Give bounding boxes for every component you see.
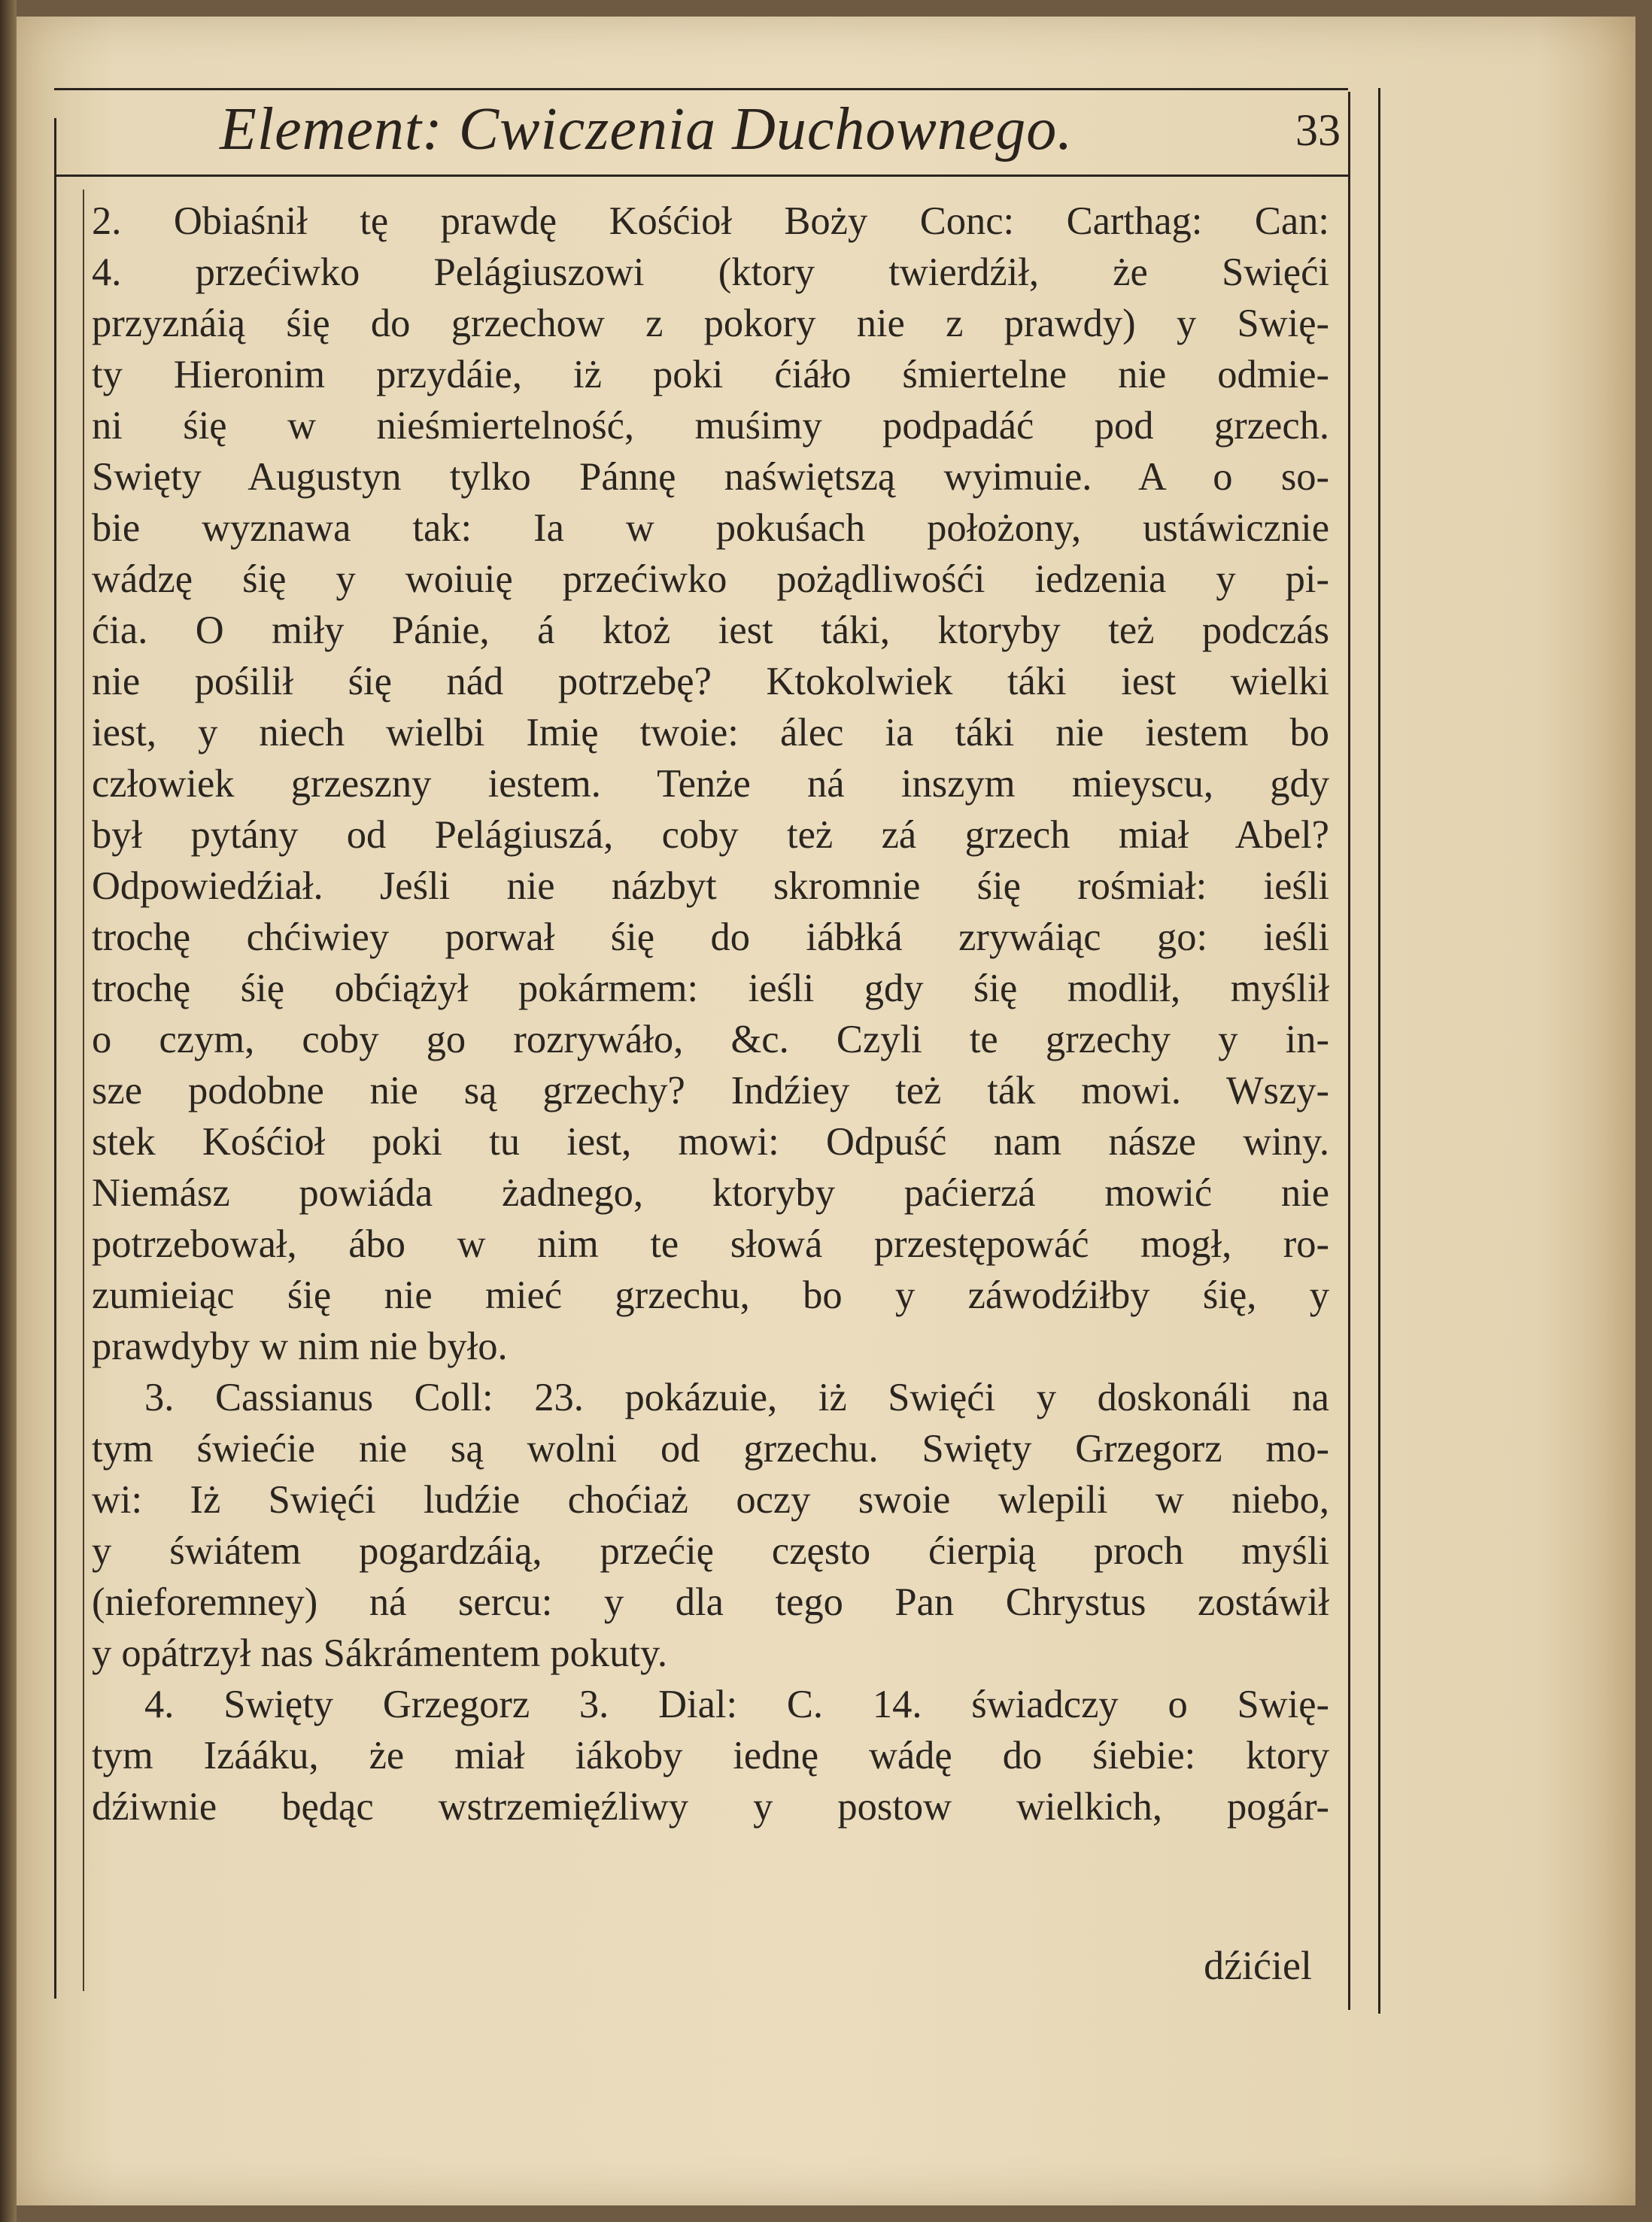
text-line: Odpowiedźiał. Jeśli nie názbyt skromnie śię rośmiał: ieśli [92,864,1329,908]
text-line: tym świećie nie są wolni od grzechu. Swięty Grzegorz mo- [92,1427,1329,1471]
frame-right-rule [1348,92,1350,2010]
body-text [92,196,1329,1832]
text-line: trochę śię obćiążył pokármem: ieśli gdy śię modlił, myślił [92,967,1329,1010]
text-line: ni śię w nieśmiertelność, muśimy podpadáć pod grzech. [92,404,1329,448]
text-line: trochę chćiwiey porwał śię do iábłká zrywáiąc go: ieśli [92,915,1329,959]
catchword: dźićiel [1204,1943,1312,1988]
text-line: bie wyznawa tak: Ia w pokuśach położony, ustáwicznie [92,506,1329,550]
text-line: wádzę śię y woiuię przećiwko pożądliwośći iedzenia y pi- [92,557,1329,601]
book-gutter [0,0,17,2222]
text-line: tym Izááku, że miał iákoby iednę wádę do śiebie: ktory [92,1734,1329,1777]
text-line: o czym, coby go rozrywáło, &c. Czyli te grzechy y in- [92,1018,1329,1061]
text-line: był pytány od Pelágiuszá, coby też zá grzech miał Abel? [92,813,1329,857]
text-line: iest, y niech wielbi Imię twoie: álec ia táki nie iestem bo [92,711,1329,754]
book-page [17,17,1635,2205]
text-line: 2. Obiaśnił tę prawdę Kośćioł Boży Conc: Carthag: Can: [92,199,1329,243]
text-line: 4. przećiwko Pelágiuszowi (ktory twierdźił, że Swięći [92,250,1329,294]
text-line: (nieforemney) ná sercu: y dla tego Pan Chrystus zostáwił [92,1580,1329,1624]
frame-left-rule-inner [83,190,84,1991]
page-number: 33 [1295,105,1341,155]
text-line: prawdyby w nim nie było. [92,1325,508,1368]
text-line: y opátrzył nas Sákrámentem pokuty. [92,1632,667,1675]
frame-top-rule [54,88,1348,90]
text-line: Swięty Augustyn tylko Pánnę naświętszą wyimuie. A o so- [92,455,1329,499]
text-line: sze podobne nie są grzechy? Indźiey też ták mowi. Wszy- [92,1069,1329,1113]
page-header [122,96,1341,171]
text-line: dźiwnie będąc wstrzemięźliwy y postow wielkich, pogár- [92,1785,1329,1829]
frame-right-rule-outer [1378,88,1380,2014]
text-line: stek Kośćioł poki tu iest, mowi: Odpuść nam násze winy. [92,1120,1329,1164]
text-line: ćia. O miły Pánie, á ktoż iest táki, ktoryby też podczás [92,609,1329,652]
text-line: przyznáią śię do grzechow z pokory nie z prawdy) y Swię- [92,302,1329,345]
text-line: 3. Cassianus Coll: 23. pokázuie, iż Swięći y doskonáli na [144,1376,1329,1419]
text-line: zumieiąc śię nie mieć grzechu, bo y záwodźiłby śię, y [92,1273,1329,1317]
running-title: Element: Cwiczenia Duchownego. [220,96,1073,162]
text-line: potrzebował, ábo w nim te słowá przestępowáć mogł, ro- [92,1222,1329,1266]
text-line: wi: Iż Swięći ludźie choćiaż oczy swoie wlepili w niebo, [92,1478,1329,1522]
text-line: nie pośilił śię nád potrzebę? Ktokolwiek táki iest wielki [92,660,1329,703]
frame-left-rule [54,118,56,1999]
text-line: ty Hieronim przydáie, iż poki ćiáło śmiertelne nie odmie- [92,353,1329,396]
text-line: Niemász powiáda żadnego, ktoryby paćierzá mowić nie [92,1171,1329,1215]
text-line: człowiek grzeszny iestem. Tenże ná inszym mieyscu, gdy [92,762,1329,806]
frame-header-rule [54,175,1348,177]
text-line: 4. Swięty Grzegorz 3. Dial: C. 14. świadczy o Swię- [144,1683,1329,1726]
text-line: y świátem pogardzáią, przećię często ćierpią proch myśli [92,1529,1329,1573]
